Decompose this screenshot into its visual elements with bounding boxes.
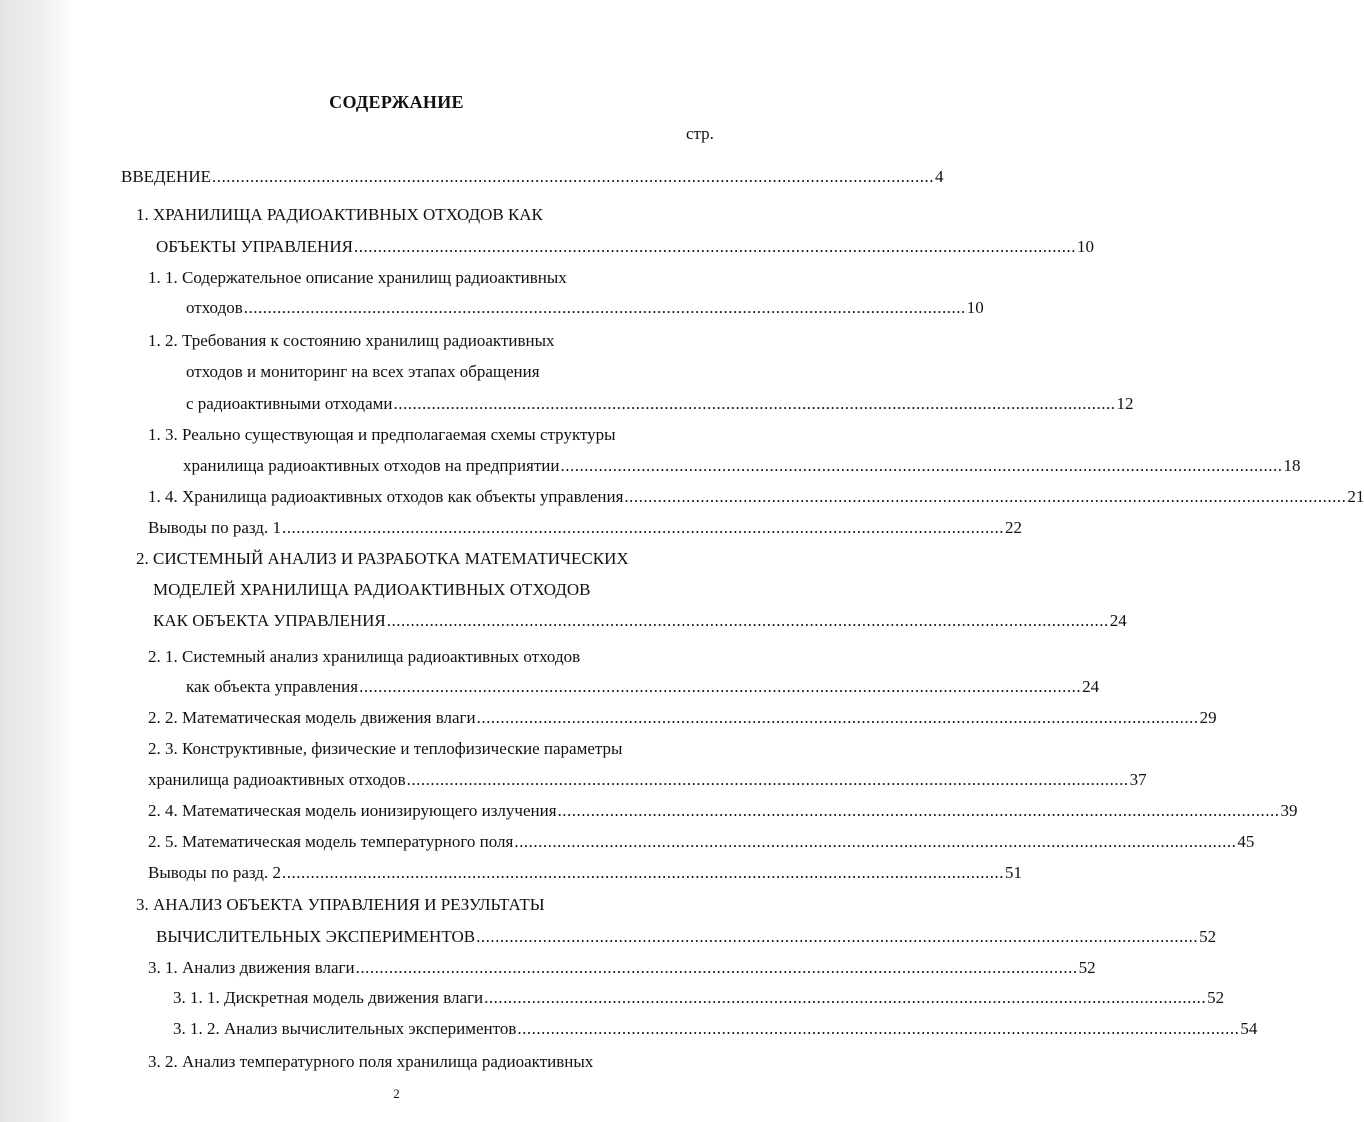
toc-section-3-heading: 3. АНАЛИЗ ОБЪЕКТА УПРАВЛЕНИЯ И РЕЗУЛЬТАТЫ [136, 895, 545, 914]
page-column-label: стр. [686, 124, 714, 143]
toc-entry-text: 2. 4. Математическая модель ионизирующего излучения [148, 801, 557, 820]
toc-entry-2-5[interactable] [148, 832, 1255, 852]
toc-leader: ........................................................................................................................................................ [393, 394, 1116, 413]
toc-entry-text: хранилища радиоактивных отходов на предприятии [183, 456, 560, 475]
toc-entry-text: хранилища радиоактивных отходов [148, 770, 406, 789]
toc-leader: ........................................................................................................................................................ [514, 832, 1237, 851]
toc-subsection-1-2-heading: 1. 2. Требования к состоянию хранилищ радиоактивных [148, 331, 555, 350]
toc-leader: ........................................................................................................................................................ [243, 298, 966, 317]
toc-entry-page: 22 [1004, 518, 1022, 537]
toc-entry-text: отходов [186, 298, 243, 317]
scan-edge-shadow [0, 0, 72, 1122]
toc-section-2-heading: 2. СИСТЕМНЫЙ АНАЛИЗ И РАЗРАБОТКА МАТЕМАТИЧЕСКИХ [136, 549, 629, 568]
toc-entry-text: 3. 1. Анализ движения влаги [148, 958, 355, 977]
toc-section-1-heading: 1. ХРАНИЛИЩА РАДИОАКТИВНЫХ ОТХОДОВ КАК [136, 205, 543, 224]
toc-entry-1-4[interactable] [148, 487, 1364, 507]
toc-entry-intro[interactable] [121, 167, 944, 187]
toc-entry-page: 51 [1004, 863, 1022, 882]
toc-entry-text: ВЫЧИСЛИТЕЛЬНЫХ ЭКСПЕРИМЕНТОВ [156, 927, 476, 946]
toc-entry-page: 12 [1116, 394, 1134, 413]
toc-entry-section-2[interactable] [153, 611, 1127, 631]
toc-leader: ........................................................................................................................................................ [557, 801, 1280, 820]
toc-entry-2-4[interactable] [148, 801, 1298, 821]
toc-entry-section-1[interactable] [156, 237, 1094, 257]
toc-leader: ........................................................................................................................................................ [355, 958, 1078, 977]
toc-entry-3-1[interactable] [148, 958, 1096, 978]
toc-leader: ........................................................................................................................................................ [624, 487, 1347, 506]
toc-entry-page: 18 [1283, 456, 1301, 475]
toc-leader: ........................................................................................................................................................ [359, 677, 1082, 696]
toc-entry-3-1-2[interactable] [173, 1019, 1258, 1039]
toc-entry-page: 52 [1199, 927, 1217, 946]
toc-subsection-1-3-heading: 1. 3. Реально существующая и предполагаемая схемы структуры [148, 425, 616, 444]
toc-entry-text: 2. 5. Математическая модель температурного поля [148, 832, 514, 851]
page-number: 2 [393, 1086, 400, 1101]
toc-entry-page: 52 [1207, 988, 1225, 1007]
toc-entry-page: 29 [1199, 708, 1217, 727]
toc-leader: ........................................................................................................................................................ [406, 770, 1129, 789]
toc-entry-conclusions-1[interactable] [148, 518, 1022, 538]
toc-leader: ........................................................................................................................................................ [476, 708, 1199, 727]
toc-leader: ........................................................................................................................................................ [281, 863, 1004, 882]
toc-leader: ........................................................................................................................................................ [211, 167, 934, 186]
toc-entry-2-1[interactable] [186, 677, 1100, 697]
toc-entry-page: 39 [1280, 801, 1298, 820]
toc-entry-text: 1. 4. Хранилища радиоактивных отходов как объекты управления [148, 487, 624, 506]
toc-leader: ........................................................................................................................................................ [517, 1019, 1240, 1038]
toc-entry-page: 24 [1109, 611, 1127, 630]
toc-entry-text: ОБЪЕКТЫ УПРАВЛЕНИЯ [156, 237, 353, 256]
toc-entry-page: 10 [1076, 237, 1094, 256]
toc-entry-text: КАК ОБЪЕКТА УПРАВЛЕНИЯ [153, 611, 386, 630]
toc-subsection-3-2-heading: 3. 2. Анализ температурного поля хранилища радиоактивных [148, 1052, 594, 1071]
toc-leader: ........................................................................................................................................................ [484, 988, 1207, 1007]
toc-subsection-1-2-line2: отходов и мониторинг на всех этапах обращения [186, 362, 540, 381]
toc-section-2-line2: МОДЕЛЕЙ ХРАНИЛИЩА РАДИОАКТИВНЫХ ОТХОДОВ [153, 580, 591, 599]
toc-subsection-1-1-heading: 1. 1. Содержательное описание хранилищ радиоактивных [148, 268, 567, 287]
toc-leader: ........................................................................................................................................................ [353, 237, 1076, 256]
toc-entry-text: ВВЕДЕНИЕ [121, 167, 211, 186]
toc-entry-text: Выводы по разд. 2 [148, 863, 281, 882]
toc-entry-1-1[interactable] [186, 298, 984, 318]
toc-entry-page: 52 [1078, 958, 1096, 977]
toc-entry-2-2[interactable] [148, 708, 1217, 728]
toc-entry-section-3[interactable] [156, 927, 1217, 947]
toc-entry-conclusions-2[interactable] [148, 863, 1022, 883]
toc-entry-page: 21 [1347, 487, 1364, 506]
toc-entry-text: 3. 1. 2. Анализ вычислительных экспериментов [173, 1019, 517, 1038]
toc-entry-text: Выводы по разд. 1 [148, 518, 281, 537]
toc-subsection-2-3-heading: 2. 3. Конструктивные, физические и теплофизические параметры [148, 739, 623, 758]
toc-subsection-2-1-heading: 2. 1. Системный анализ хранилища радиоактивных отходов [148, 647, 581, 666]
toc-entry-1-3[interactable] [183, 456, 1301, 476]
toc-entry-text: 3. 1. 1. Дискретная модель движения влаги [173, 988, 484, 1007]
toc-entry-text: с радиоактивными отходами [186, 394, 393, 413]
toc-entry-3-1-1[interactable] [173, 988, 1225, 1008]
toc-entry-2-3[interactable] [148, 770, 1147, 790]
toc-leader: ........................................................................................................................................................ [476, 927, 1199, 946]
toc-entry-page: 37 [1129, 770, 1147, 789]
toc-entry-page: 54 [1240, 1019, 1258, 1038]
toc-entry-page: 45 [1237, 832, 1255, 851]
toc-entry-text: 2. 2. Математическая модель движения влаги [148, 708, 476, 727]
toc-entry-1-2[interactable] [186, 394, 1134, 414]
toc-leader: ........................................................................................................................................................ [560, 456, 1283, 475]
toc-leader: ........................................................................................................................................................ [281, 518, 1004, 537]
toc-leader: ........................................................................................................................................................ [386, 611, 1109, 630]
toc-entry-text: как объекта управления [186, 677, 359, 696]
page-title: СОДЕРЖАНИЕ [329, 92, 464, 112]
toc-entry-page: 24 [1082, 677, 1100, 696]
toc-entry-page: 10 [966, 298, 984, 317]
toc-entry-page: 4 [934, 167, 944, 186]
